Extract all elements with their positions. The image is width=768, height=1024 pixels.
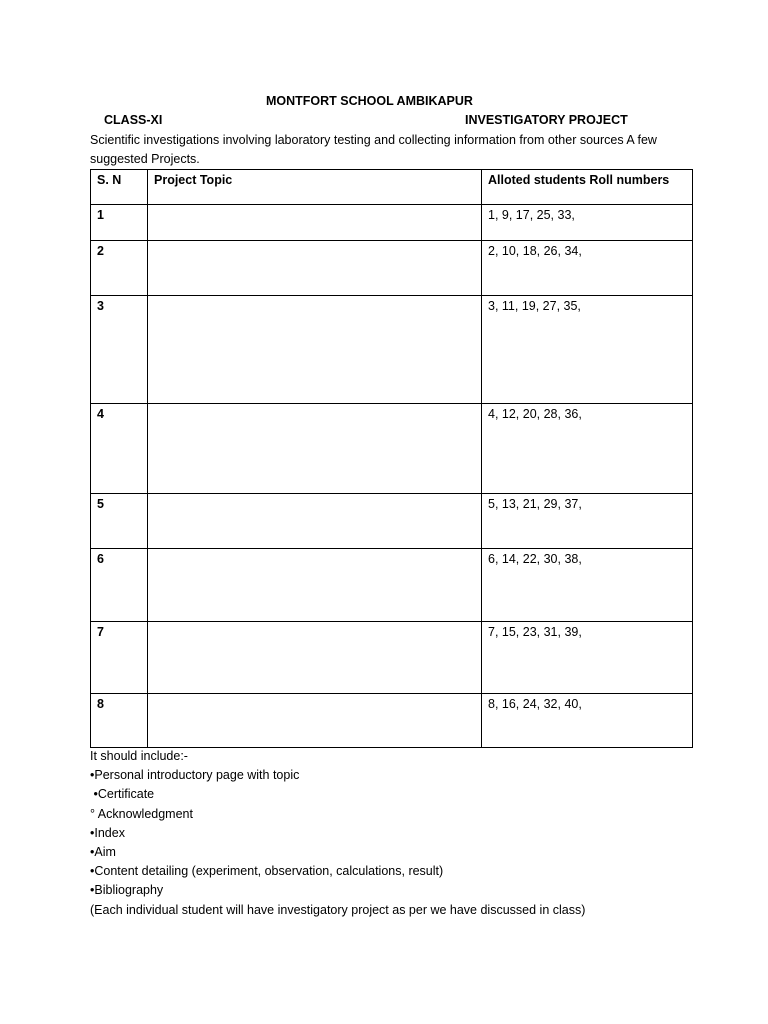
row-sn: 8	[91, 694, 148, 748]
row-sn: 5	[91, 494, 148, 549]
includes-list	[90, 747, 710, 920]
list-item: •Index	[90, 825, 125, 840]
row-topic	[148, 494, 482, 549]
table-row	[91, 622, 693, 694]
class-label: CLASS-XI	[104, 113, 163, 127]
row-topic	[148, 622, 482, 694]
row-sn: 4	[91, 404, 148, 494]
table-row	[91, 694, 693, 748]
list-item: ° Acknowledgment	[90, 806, 193, 821]
row-rolls: 6, 14, 22, 30, 38,	[482, 549, 693, 622]
project-heading: INVESTIGATORY PROJECT	[465, 113, 628, 127]
row-topic	[148, 404, 482, 494]
row-topic	[148, 549, 482, 622]
list-item: •Personal introductory page with topic	[90, 768, 300, 783]
closing-note: (Each individual student will have investigatory project as per we have discussed in class)	[90, 902, 586, 917]
school-title: MONTFORT SCHOOL AMBIKAPUR	[266, 94, 473, 108]
table-row	[91, 241, 693, 296]
projects-table	[90, 169, 693, 748]
row-topic	[148, 694, 482, 748]
table-row	[91, 296, 693, 404]
list-item: •Aim	[90, 845, 116, 860]
row-rolls: 8, 16, 24, 32, 40,	[482, 694, 693, 748]
table-row	[91, 205, 693, 241]
row-topic	[148, 205, 482, 241]
row-rolls: 2, 10, 18, 26, 34,	[482, 241, 693, 296]
list-item: •Bibliography	[90, 883, 164, 898]
row-rolls: 1, 9, 17, 25, 33,	[482, 205, 693, 241]
row-rolls: 4, 12, 20, 28, 36,	[482, 404, 693, 494]
includes-heading: It should include:-	[90, 749, 188, 763]
row-rolls: 7, 15, 23, 31, 39,	[482, 622, 693, 694]
table-row	[91, 404, 693, 494]
row-topic	[148, 241, 482, 296]
row-topic	[148, 296, 482, 404]
list-item: •Content detailing (experiment, observation, calculations, result)	[90, 864, 444, 879]
row-sn: 6	[91, 549, 148, 622]
row-rolls: 5, 13, 21, 29, 37,	[482, 494, 693, 549]
list-item: •Certificate	[90, 787, 155, 802]
column-header-sn: S. N	[91, 170, 148, 205]
row-sn: 1	[91, 205, 148, 241]
intro-text: Scientific investigations involving laboratory testing and collecting information from other sources A few suggested Projects.	[90, 133, 657, 166]
row-sn: 3	[91, 296, 148, 404]
row-sn: 2	[91, 241, 148, 296]
row-sn: 7	[91, 622, 148, 694]
row-rolls: 3, 11, 19, 27, 35,	[482, 296, 693, 404]
table-header-row	[91, 170, 693, 205]
table-row	[91, 494, 693, 549]
table-row	[91, 549, 693, 622]
column-header-rolls: Alloted students Roll numbers	[482, 170, 693, 205]
column-header-topic: Project Topic	[148, 170, 482, 205]
